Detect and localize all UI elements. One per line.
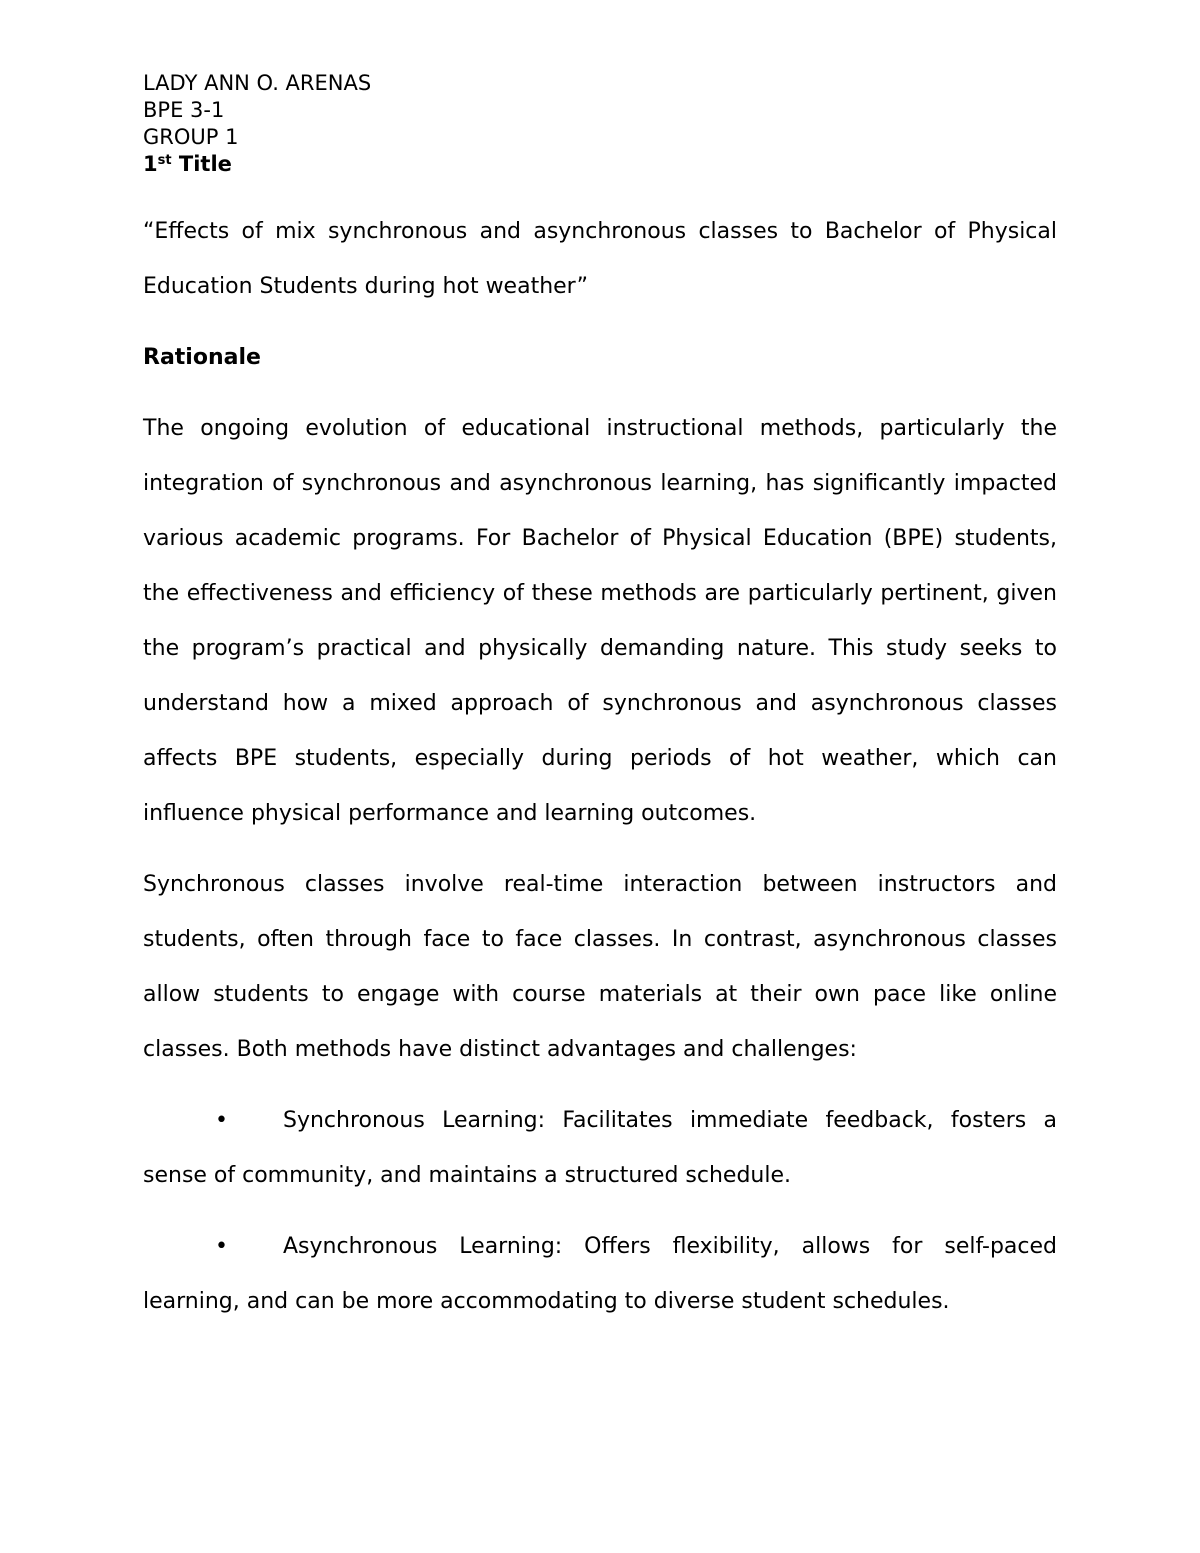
rationale-heading: Rationale	[143, 345, 261, 370]
author-name: LADY ANN O. ARENAS	[143, 71, 372, 95]
group-number: GROUP 1	[143, 125, 239, 149]
title-label	[143, 151, 1057, 178]
rationale-paragraph-1: The ongoing evolution of educational instructional methods, particularly the integration of synchronous and asynchronous learning, has significantly impacted various academic programs. For Bachelor of Physical Education (BPE) students, the effectiveness and efficiency of these methods are particularly pertinent, given the program’s practical and physically demanding nature. This study seeks to understand how a mixed approach of synchronous and asynchronous classes affects BPE students, especially during periods of hot weather, which can influence physical performance and learning outcomes.	[143, 416, 1057, 826]
bullet-text: Synchronous Learning: Facilitates immediate feedback, fosters a sense of community, and maintains a structured schedule.	[143, 1108, 1057, 1188]
bullet-item-synchronous	[143, 1093, 1057, 1203]
title-word: Title	[171, 152, 232, 176]
class-section: BPE 3-1	[143, 98, 225, 122]
rationale-paragraph-2: Synchronous classes involve real-time interaction between instructors and students, often through face to face classes. In contrast, asynchronous classes allow students to engage with course materials at their own pace like online classes. Both methods have distinct advantages and challenges:	[143, 872, 1057, 1062]
title-number: 1	[143, 152, 158, 176]
document-body	[143, 70, 1057, 1329]
bullet-icon: •	[215, 1108, 228, 1133]
bullet-icon: •	[215, 1234, 228, 1259]
title-ordinal-suffix: st	[157, 153, 172, 168]
study-title: “Effects of mix synchronous and asynchronous classes to Bachelor of Physical Education Students during hot weather”	[143, 219, 1057, 299]
bullet-text: Asynchronous Learning: Offers flexibility, allows for self-paced learning, and can be more accommodating to diverse student schedules.	[143, 1234, 1057, 1314]
bullet-item-asynchronous	[143, 1219, 1057, 1329]
